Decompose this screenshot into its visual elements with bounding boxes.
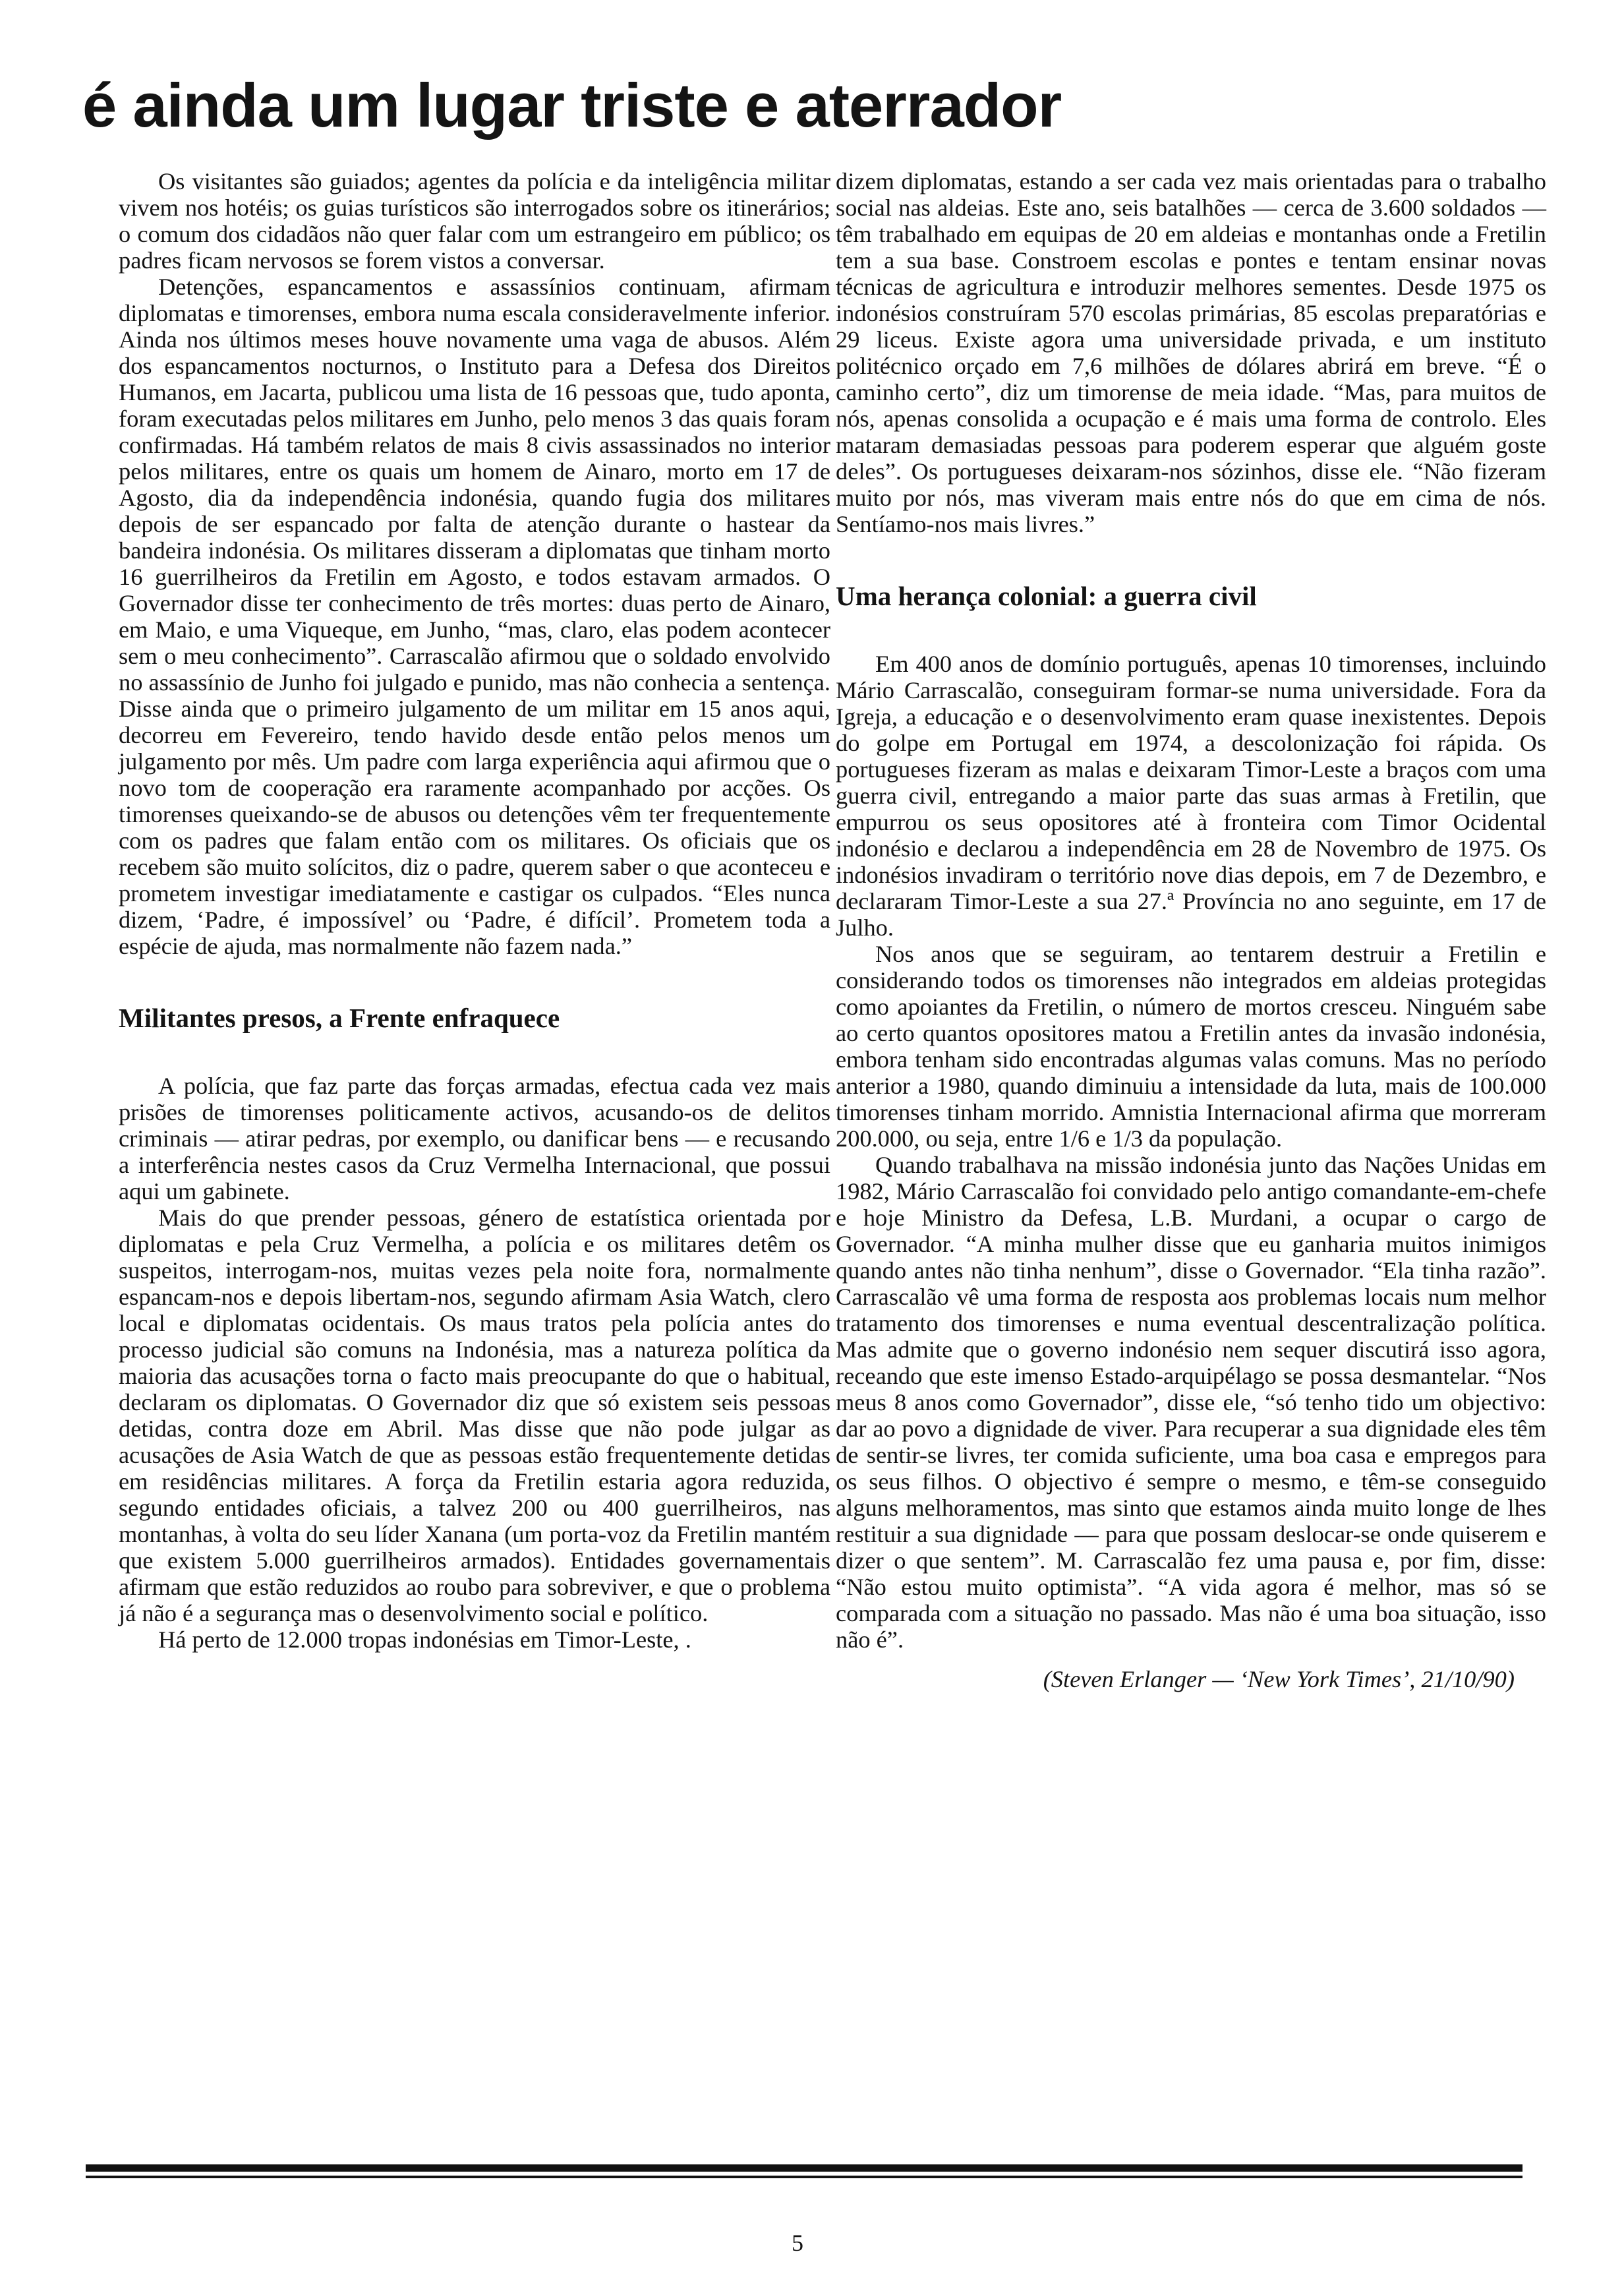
byline-signature: (Steven Erlanger — ‘New York Times’, 21/10/90)	[1043, 1666, 1515, 1692]
body-paragraph: dizem diplomatas, estando a ser cada vez mais orientadas para o trabalho social nas aldeias. Este ano, seis batalhões — cerca de 3.600 soldados — têm trabalhado em equipas de 20 em aldeias e montanhas onde a Fretilin tem a sua base. Constroem escolas e pontes e tentam ensinar novas técnicas de agricultura e introduzir melhores sementes. Desde 1975 os indonésios construíram 570 escolas primárias, 85 escolas preparatórias e 29 liceus. Existe agora uma universidade privada, e um instituto politécnico orçado em 7,6 milhões de dólares abrirá em breve. “É o caminho certo”, diz um timorense de meia idade. “Mas, para muitos de nós, apenas consolida a ocupação e é mais uma forma de controlo. Eles mataram demasiadas pessoas para poderem esperar que alguém goste deles”. Os portugueses deixaram-nos sózinhos, disse ele. “Não fizeram muito por nós, mas viveram mais entre nós do que em cima de nós. Sentíamo-nos mais livres.”	[836, 168, 1546, 537]
section-heading: Militantes presos, a Frente enfraquece	[119, 1003, 560, 1033]
body-paragraph: Os visitantes são guiados; agentes da polícia e da inteligência militar vivem nos hotéis; os guias turísticos são interrogados sobre os itinerários; o comum dos cidadãos não quer falar com um estrangeiro em público; os padres ficam nervosos se forem vistos a conversar.	[119, 168, 830, 274]
body-paragraph: Detenções, espancamentos e assassínios continuam, afirmam diplomatas e timorenses, embora numa escala consideravelmente inferior. Ainda nos últimos meses houve novamente uma vaga de abusos. Além dos espancamentos nocturnos, o Instituto para a Defesa dos Direitos Humanos, em Jacarta, publicou uma lista de 16 pessoas que, tudo aponta, foram executadas pelos militares em Junho, pelo menos 3 das quais foram confirmadas. Há também relatos de mais 8 civis assassinados no interior pelos militares, entre os quais um homem de Ainaro, morto em 17 de Agosto, dia da independência indonésia, quando fugia dos militares depois de ser espancado por falta de atenção durante o hastear da bandeira indonésia. Os militares disseram a diplomatas que tinham morto 16 guerrilheiros da Fretilin em Agosto, e todos estavam armados. O Governador disse ter conhecimento de três mortes: duas perto de Ainaro, em Maio, e uma Viqueque, em Junho, “mas, claro, elas podem acontecer sem o meu conhecimento”. Carrascalão afirmou que o soldado envolvido no assassínio de Junho foi julgado e punido, mas não conhecia a sentença. Disse ainda que o primeiro julgamento de um militar em 15 anos aqui, decorreu em Fevereiro, tendo havido desde então pelos menos um julgamento por mês. Um padre com larga experiência aqui afirmou que o novo tom de cooperação era raramente acompanhado por acções. Os timorenses queixando-se de abusos ou detenções vêm ter frequentemente com os padres que falam então com os militares. Os oficiais que os recebem são muito solícitos, diz o padre, querem saber o que aconteceu e prometem investigar imediatamente e castigar os culpados. “Eles nunca dizem, ‘Padre, é impossível’ ou ‘Padre, é difícil’. Prometem toda a espécie de ajuda, mas normalmente não fazem nada.”	[119, 274, 830, 959]
body-paragraph: A polícia, que faz parte das forças armadas, efectua cada vez mais prisões de timorenses politicamente activos, acusando-os de delitos criminais — atirar pedras, por exemplo, ou danificar bens — e recusando a interferência nestes casos da Cruz Vermelha Internacional, que possui aqui um gabinete.	[119, 1073, 830, 1204]
body-paragraph: Há perto de 12.000 tropas indonésias em Timor-Leste, .	[158, 1626, 691, 1653]
body-paragraph: Quando trabalhava na missão indonésia junto das Nações Unidas em 1982, Mário Carrascalão foi convidado pelo antigo comandante-em-chefe e hoje Ministro da Defesa, L.B. Murdani, a ocupar o cargo de Governador. “A minha mulher disse que eu ganharia muitos inimigos quando antes não tinha nenhum”, disse o Governador. “Ela tinha razão”. Carrascalão vê uma forma de resposta aos problemas locais num melhor tratamento dos timorenses e numa eventual descentralização política. Mas admite que o governo indonésio nem sequer discutirá isso agora, receando que este imenso Estado-arquipélago se possa desmantelar. “Nos meus 8 anos como Governador”, disse ele, “só tenho tido um objectivo: dar ao povo a dignidade de viver. Para recuperar a sua dignidade eles têm de sentir-se livres, ter comida suficiente, uma boa casa e empregos para os seus filhos. O objectivo é sempre o mesmo, e têm-se conseguido alguns melhoramentos, mas sinto que estamos ainda muito longe de lhes restituir a sua dignidade — para que possam deslocar-se onde quiserem e dizer o que sentem”. M. Carrascalão fez uma pausa e, por fim, disse: “Não estou muito optimista”. “A vida agora é melhor, mas só se comparada com a situação no passado. Mas não é uma boa situação, isso não é”.	[836, 1152, 1546, 1653]
headline: é ainda um lugar triste e aterrador	[82, 71, 1062, 140]
section-heading: Uma herança colonial: a guerra civil	[836, 581, 1257, 611]
body-paragraph: Mais do que prender pessoas, género de estatística orientada por diplomatas e pela Cruz Vermelha, a polícia e os militares detêm os suspeitos, interrogam-nos, muitas vezes pela noite fora, normalmente espancam-nos e depois libertam-nos, segundo afirmam Asia Watch, clero local e diplomatas ocidentais. Os maus tratos pela polícia antes do processo judicial são comuns na Indonésia, mas a natureza política da maioria das acusações torna o facto mais preocupante do que o habitual, declaram os diplomatas. O Governador diz que só existem seis pessoas detidas, contra doze em Abril. Mas disse que não pode julgar as acusações de Asia Watch de que as pessoas estão frequentemente detidas em residências militares. A força da Fretilin estaria agora reduzida, segundo entidades oficiais, a talvez 200 ou 400 guerrilheiros, nas montanhas, à volta do seu líder Xanana (um porta-voz da Fretilin mantém que existem 5.000 guerrilheiros armados). Entidades governamentais afirmam que estão reduzidos ao roubo para sobreviver, e que o problema já não é a segurança mas o desenvolvimento social e político.	[119, 1204, 830, 1626]
body-paragraph: Em 400 anos de domínio português, apenas 10 timorenses, incluindo Mário Carrascalão, conseguiram formar-se numa universidade. Fora da Igreja, a educação e o desenvolvimento eram quase inexistentes. Depois do golpe em Portugal em 1974, a descolonização foi rápida. Os portugueses fizeram as malas e deixaram Timor-Leste a braços com uma guerra civil, entregando a maior parte das suas armas à Fretilin, que empurrou os seus opositores até à fronteira com Timor Ocidental indonésio e declarou a independência em 28 de Novembro de 1975. Os indonésios invadiram o território nove dias depois, em 7 de Dezembro, e declararam Timor-Leste a sua 27.ª Província no ano seguinte, em 17 de Julho.	[836, 651, 1546, 941]
body-paragraph: Nos anos que se seguiram, ao tentarem destruir a Fretilin e considerando todos os timorenses não integrados em aldeias protegidas como apoiantes da Fretilin, o número de mortos cresceu. Ninguém sabe ao certo quantos opositores matou a Fretilin antes da invasão indonésia, embora tenham sido encontradas algumas valas comuns. Mas no período anterior a 1980, quando diminuiu a intensidade da luta, mais de 100.000 timorenses tinham morrido. Amnistia Internacional afirma que morreram 200.000, ou seja, entre 1/6 e 1/3 da população.	[836, 941, 1546, 1152]
page-number: 5	[792, 2230, 803, 2256]
left-column	[119, 168, 830, 1653]
footer-rule-thick	[86, 2164, 1522, 2172]
right-column	[836, 168, 1546, 1692]
footer-rule-thin	[86, 2176, 1522, 2178]
